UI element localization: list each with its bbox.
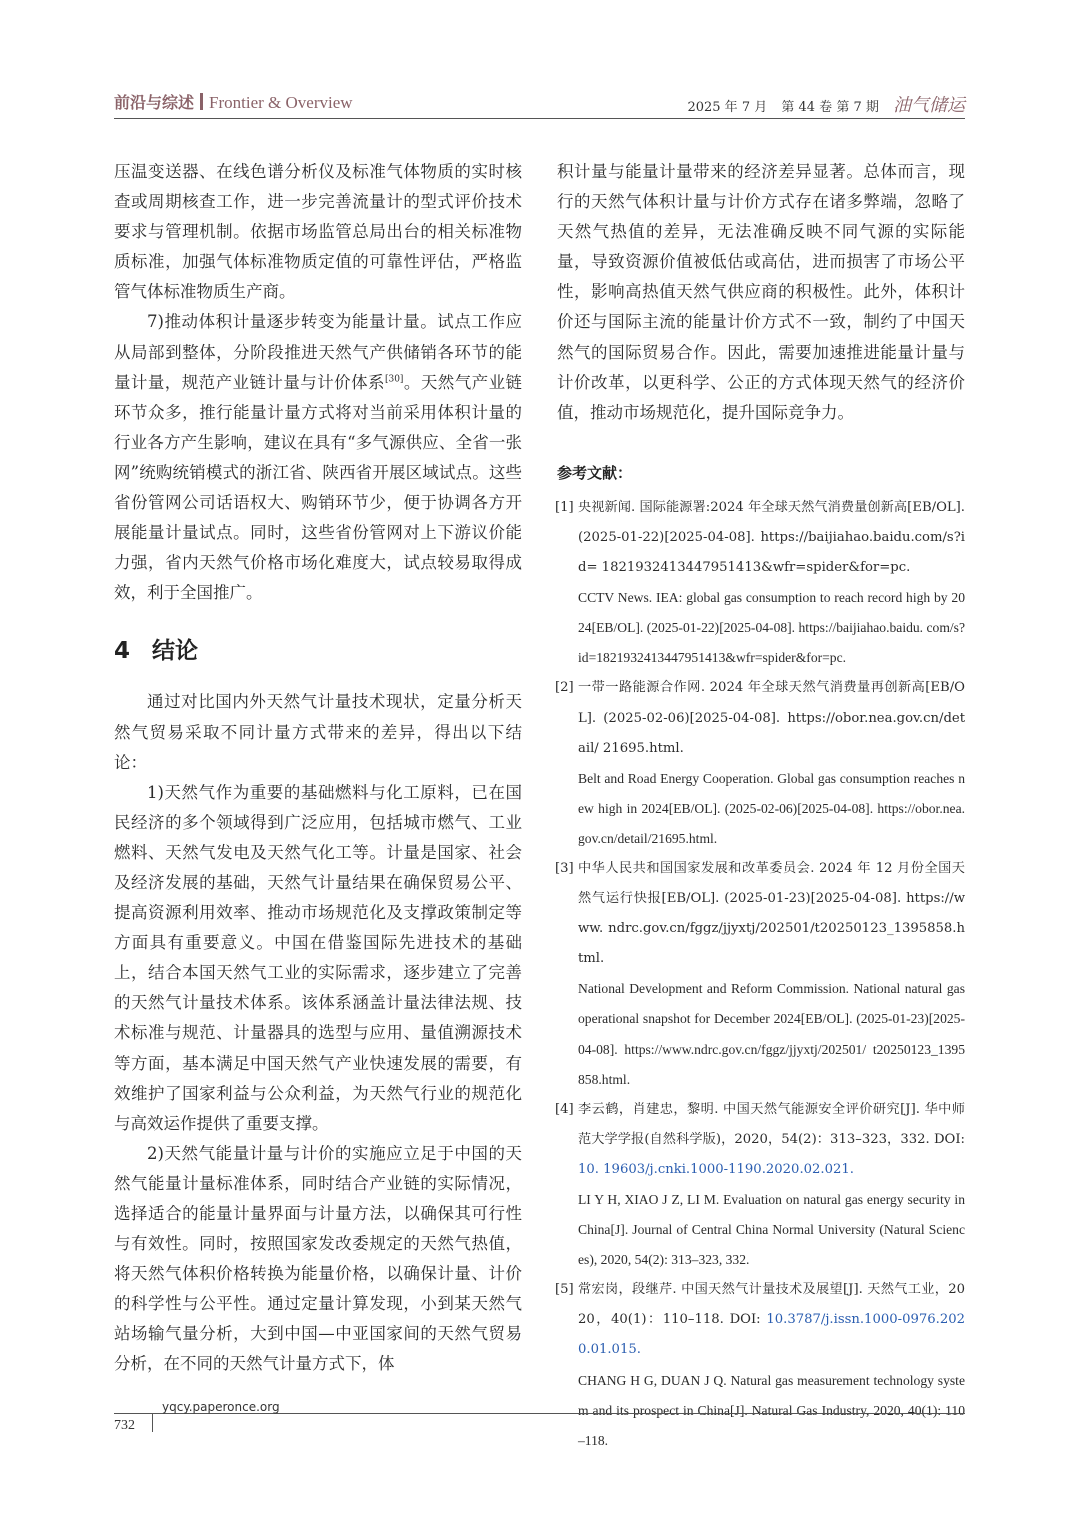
citation[interactable]: [30] [384, 374, 404, 385]
paragraph: 1)天然气作为重要的基础燃料与化工原料，已在国民经济的多个领域得到广泛应用，包括城市燃气、工业燃料、天然气发电及天然气化工等。计量是国家、社会及经济发展的基础，天然气计量结果在确保贸易公平、提高资源利用效率、推动市场规范化及支撑政策制定等方面具有重要意义。中国在借鉴国际先进技术的基础上，结合本国天然气工业的实际需求，逐步建立了完善的天然气计量技术体系。该体系涵盖计量法律法规、技术标准与规范、计量器具的选型与应用、量值溯源技术等方面，基本满足中国天然气产业快速发展的需要，有效维护了国家利益与公众利益，为天然气行业的规范化与高效运作提供了重要支撑。 [114, 782, 522, 1133]
issue-volume: 第 44 卷 第 7 期 [781, 100, 879, 115]
reference-cn: 常宏岗，段继芹. 中国天然气计量技术及展望[J]. 天然气工业，2020，40(1)：110–118. DOI: [578, 1282, 965, 1328]
reference-cn: 中华人民共和国国家发展和改革委员会. 2024 年 12 月份全国天然气运行快报[EB/OL]. (2025-01-23)[2025-04-08]. https://www. ndrc.gov.cn/fggz/jjyxtj/202501/t20250123_1395858.html. [578, 860, 965, 967]
reference-number: [1] [555, 499, 574, 515]
section-heading [114, 632, 522, 665]
reference-item [557, 493, 965, 583]
reference-cn: 李云鹤，肖建忠，黎明. 中国天然气能源安全评价研究[J]. 华中师范大学学报(自然科学版)，2020，54(2)：313–323，332. DOI: [578, 1101, 965, 1147]
paragraph: 积计量与能量计量带来的经济差异显著。总体而言，现行的天然气体积计量与计价方式存在诸多弊端，忽略了天然气热值的差异，无法准确反映不同气源的实际能量，导致资源价值被低估或高估，进而损害了市场公平性，影响高热值天然气供应商的积极性。此外，体积计价还与国际主流的能量计价方式不一致，制约了中国天然气的国际贸易合作。因此，需要加速推进能量计量与计价改革，以更科学、公正的方式体现天然气的经济价值，推动市场规范化，提升国际竞争力。 [557, 162, 965, 422]
reference-item [557, 673, 965, 763]
journal-website[interactable]: yqcy.paperonce.org [162, 1400, 280, 1414]
footer-divider [152, 1414, 153, 1432]
paragraph: 通过对比国内外天然气计量技术现状，定量分析天然气贸易采取不同计量方式带来的差异，得出以下结论： [114, 692, 522, 772]
paragraph: 压温变送器、在线色谱分析仪及标准气体物质的实时核查或周期核查工作，进一步完善流量计的型式评价技术要求与管理机制。依据市场监管总局出台的相关标准物质标准，加强气体标准物质定值的可靠性评估，严格监管气体标准物质生产商。 [114, 162, 522, 302]
paragraph-text: 7)推动体积计量逐步转变为能量计量。试点工作应从局部到整体，分阶段推进天然气产供储销各环节的能量计量，规范产业链计量与计价体系 [114, 312, 522, 392]
reference-cn: 央视新闻. 国际能源署:2024 年全球天然气消费量创新高[EB/OL]. (2025-01-22)[2025-04-08]. https://baijiahao.baidu.com/s?id= 1821932413447951413&wfr=spider&for=pc. [578, 499, 965, 576]
reference-item [557, 1275, 965, 1365]
reference-cn: 一带一路能源合作网. 2024 年全球天然气消费量再创新高[EB/OL]. (2025-02-06)[2025-04-08]. https://obor.nea.gov.cn/detail/ 21695.html. [578, 680, 965, 756]
reference-en: LI Y H, XIAO J Z, LI M. Evaluation on natural gas energy security in China[J]. Journal of Central China Normal University (Natural Sciences), 2020, 54(2): 313–323, 332. [578, 1192, 965, 1268]
reference-number: [2] [555, 680, 574, 696]
issue-date: 2025 年 7 月 [687, 100, 768, 115]
reference-number: [3] [555, 860, 574, 876]
page-header [114, 86, 965, 119]
issue-info [677, 91, 965, 117]
reference-item [557, 1095, 965, 1185]
right-column [557, 157, 965, 1456]
page-number: 732 [114, 1418, 135, 1433]
left-column [114, 157, 522, 1380]
section-title: 结论 [152, 638, 199, 665]
doi-link[interactable]: 10.3787/j.issn.1000-0976.2020.01.015. [578, 1312, 965, 1358]
reference-number: [5] [555, 1282, 574, 1298]
reference-en: CHANG H G, DUAN J Q. Natural gas measurement technology system and its prospect in China[J]. Natural Gas Industry, 2020, 40(1): 110–118. [578, 1372, 965, 1448]
section-label [114, 90, 353, 113]
reference-en: Belt and Road Energy Cooperation. Global gas consumption reaches new high in 2024[EB/OL]. (2025-02-06)[2025-04-08]. https://obor.nea.gov.cn/detail/21695.html. [578, 770, 965, 846]
section-number: 4 [114, 638, 131, 665]
doi-link[interactable]: 10. 19603/j.cnki.1000-1190.2020.02.021. [578, 1161, 854, 1177]
journal-logo: 油气储运 [893, 95, 965, 116]
paragraph-text: 。天然气产业链环节众多，推行能量计量方式将对当前采用体积计量的行业各方产生影响，建议在具有“多气源供应、全省一张网”统购统销模式的浙江省、陕西省开展区域试点。这些省份管网公司话语权大、购销环节少，便于协调各方开展能量计量试点。同时，这些省份管网对上下游议价能力强，省内天然气价格市场化难度大，试点较易取得成效，利于全国推广。 [114, 372, 523, 603]
paragraph: 2)天然气能量计量与计价的实施应立足于中国的天然气能量计量标准体系，同时结合产业链的实际情况，选择适合的能量计量界面与计量方法，以确保其可行性与有效性。同时，按照国家发改委规定的天然气热值，将天然气体积价格转换为能量价格，以确保计量、计价的科学性与公平性。通过定量计算发现，小到某天然气站场输气量分析，大到中国—中亚国家间的天然气贸易分析，在不同的天然气计量方式下，体 [114, 1143, 522, 1374]
reference-en: National Development and Reform Commission. National natural gas operational snapshot for December 2024[EB/OL]. (2025-01-23)[2025-04-08]. https://www.ndrc.gov.cn/fggz/jjyxtj/202501/ t20250123_1395858.html. [578, 981, 965, 1087]
reference-number: [4] [555, 1101, 574, 1117]
header-divider [200, 93, 203, 110]
paragraph [114, 307, 522, 608]
section-label-en: Frontier & Overview [209, 93, 353, 112]
page-footer [114, 1400, 965, 1434]
reference-item [557, 854, 965, 974]
section-label-cn: 前沿与综述 [114, 93, 195, 112]
references-heading: 参考文献： [557, 463, 633, 482]
reference-en: CCTV News. IEA: global gas consumption to reach record high by 2024[EB/OL]. (2025-01-22)[2025-04-08]. https://baijiahao.baidu. com/s?id=1821932413447951413&wfr=spider&for=pc. [578, 590, 965, 666]
